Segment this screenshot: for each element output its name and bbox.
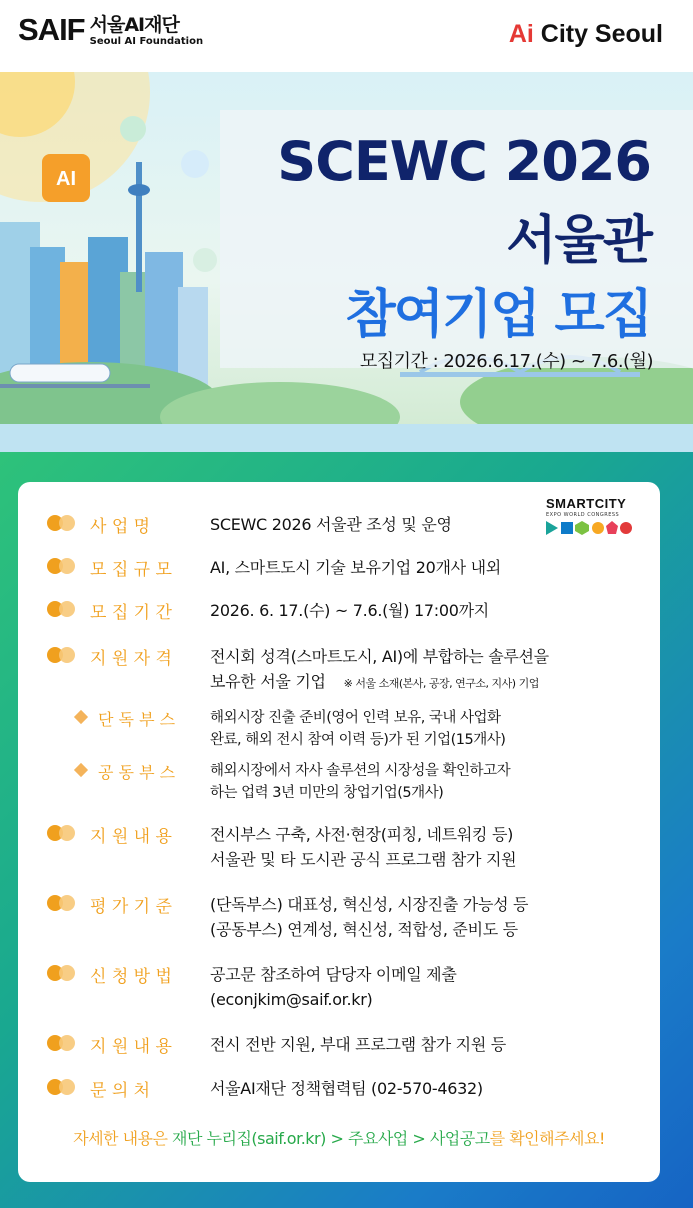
- security-icon: [193, 248, 217, 272]
- row-label: 문 의 처: [90, 1081, 151, 1101]
- row-label: 지 원 내 용: [90, 1037, 172, 1057]
- bullet-dots-icon: [46, 1034, 78, 1052]
- recruitment-period: 모집기간 : 2026.6.17.(수) ~ 7.6.(월): [359, 351, 653, 372]
- saif-logo-korean: 서울AI재단: [89, 14, 179, 36]
- row-value: [210, 512, 640, 537]
- row-value-line: 전시 전반 지원, 부대 프로그램 참가 지원 등: [210, 1035, 506, 1054]
- bullet-dots-icon: [46, 824, 78, 842]
- seoul-tower-top: [128, 184, 150, 196]
- info-section: [0, 452, 693, 1208]
- row-label: 지 원 내 용: [90, 827, 172, 847]
- saif-logo-text: [90, 14, 203, 48]
- subrow-label: 공 동 부 스: [98, 763, 176, 782]
- row-value-line: 보유한 서울 기업: [210, 672, 326, 691]
- bullet-dots-icon: [46, 1078, 78, 1096]
- saif-logo-mark: SAIF: [18, 12, 85, 47]
- bullet-dots-icon: [46, 514, 78, 532]
- row-value-line: (단독부스) 대표성, 혁신성, 시장진출 가능성 등: [210, 895, 529, 914]
- row-value: [210, 962, 640, 1012]
- row-value-line-with-note: [210, 669, 640, 696]
- contact-email[interactable]: (econjkim@saif.or.kr): [210, 990, 373, 1009]
- row-value: [210, 555, 640, 580]
- rail: [0, 384, 150, 388]
- ai-city-logo-ai: Ai: [508, 20, 534, 48]
- row-label: 지 원 자 격: [90, 649, 172, 669]
- row-value-line: AI, 스마트도시 기술 보유기업 20개사 내외: [210, 558, 501, 577]
- row-value-line: 전시회 성격(스마트도시, AI)에 부합하는 솔루션을: [210, 647, 549, 666]
- row-label: 평 가 기 준: [90, 897, 172, 917]
- footer-text-start: 자세한 내용은: [73, 1129, 173, 1148]
- bullet-dots-icon: [46, 964, 78, 982]
- row-value: [210, 1076, 640, 1101]
- hero-title-line1: SCEWC 2026: [277, 130, 651, 193]
- subrow-value-line: 완료, 해외 전시 참여 이력 등)가 된 기업(15개사): [210, 732, 506, 748]
- row-value-line: 전시부스 구축, 사전·현장(피칭, 네트워킹 등): [210, 825, 514, 844]
- row-value-line: (공동부스) 연계성, 혁신성, 적합성, 준비도 등: [210, 920, 518, 939]
- row-note: ※ 서울 소재(본사, 공장, 연구소, 지사) 기업: [343, 677, 539, 690]
- page-header: [0, 0, 693, 72]
- contact-phone[interactable]: 서울AI재단 정책협력팀 (02-570-4632): [210, 1079, 483, 1098]
- diamond-bullet-icon: [74, 710, 88, 724]
- subrow-value-line: 하는 업력 3년 미만의 창업기업(5개사): [210, 785, 444, 801]
- row-label: 모 집 규 모: [90, 560, 172, 580]
- row-label: 신 청 방 법: [90, 967, 172, 987]
- leaf-icon: [120, 116, 146, 142]
- smartcity-logo-title: SMARTCITY: [546, 496, 627, 511]
- row-value: [210, 644, 640, 696]
- bullet-dots-icon: [46, 894, 78, 912]
- seoul-tower: [136, 162, 142, 292]
- hero-title-line2: 서울관: [506, 211, 651, 271]
- hero-banner: [0, 72, 693, 452]
- row-value: [210, 822, 640, 872]
- smartcity-logo-subtitle: EXPO WORLD CONGRESS: [546, 512, 620, 518]
- ai-city-seoul-logo[interactable]: [509, 20, 663, 49]
- footer-text-end: 를 확인해주세요!: [489, 1129, 605, 1148]
- footer-guidance: [18, 1126, 660, 1149]
- subrow-value-line: 해외시장에서 자사 솔루션의 시장성을 확인하고자: [210, 763, 511, 779]
- saif-logo[interactable]: [18, 14, 203, 48]
- subrow-value: [210, 760, 640, 804]
- train: [10, 364, 110, 382]
- hero-title-line3: 참여기업 모집: [345, 285, 651, 345]
- info-card: [18, 482, 660, 1182]
- bullet-dots-icon: [46, 600, 78, 618]
- river: [0, 424, 693, 452]
- row-value-line: 공고문 참조하여 담당자 이메일 제출: [210, 965, 457, 984]
- health-icon: [181, 150, 209, 178]
- row-value: [210, 598, 640, 623]
- ai-city-logo-rest: City Seoul: [533, 20, 663, 48]
- row-label: 사 업 명: [90, 517, 151, 537]
- diamond-bullet-icon: [74, 763, 88, 777]
- row-value-line: 서울관 및 타 도시관 공식 프로그램 참가 지원: [210, 850, 517, 869]
- row-value-line: 2026. 6. 17.(수) ~ 7.6.(월) 17:00까지: [210, 601, 489, 620]
- row-value: [210, 892, 640, 942]
- ai-chip-label: AI: [56, 168, 76, 190]
- row-label: 모 집 기 간: [90, 603, 172, 623]
- row-value: [210, 1032, 640, 1057]
- bullet-dots-icon: [46, 646, 78, 664]
- website-path-link[interactable]: 재단 누리집(saif.or.kr) > 주요사업 > 사업공고: [172, 1129, 490, 1148]
- subrow-label: 단 독 부 스: [98, 710, 176, 729]
- subrow-value-line: 해외시장 진출 준비(영어 인력 보유, 국내 사업화: [210, 710, 501, 726]
- subrow-value: [210, 707, 640, 751]
- saif-logo-english: Seoul AI Foundation: [89, 36, 204, 47]
- bullet-dots-icon: [46, 557, 78, 575]
- row-value-line: SCEWC 2026 서울관 조성 및 운영: [210, 515, 452, 534]
